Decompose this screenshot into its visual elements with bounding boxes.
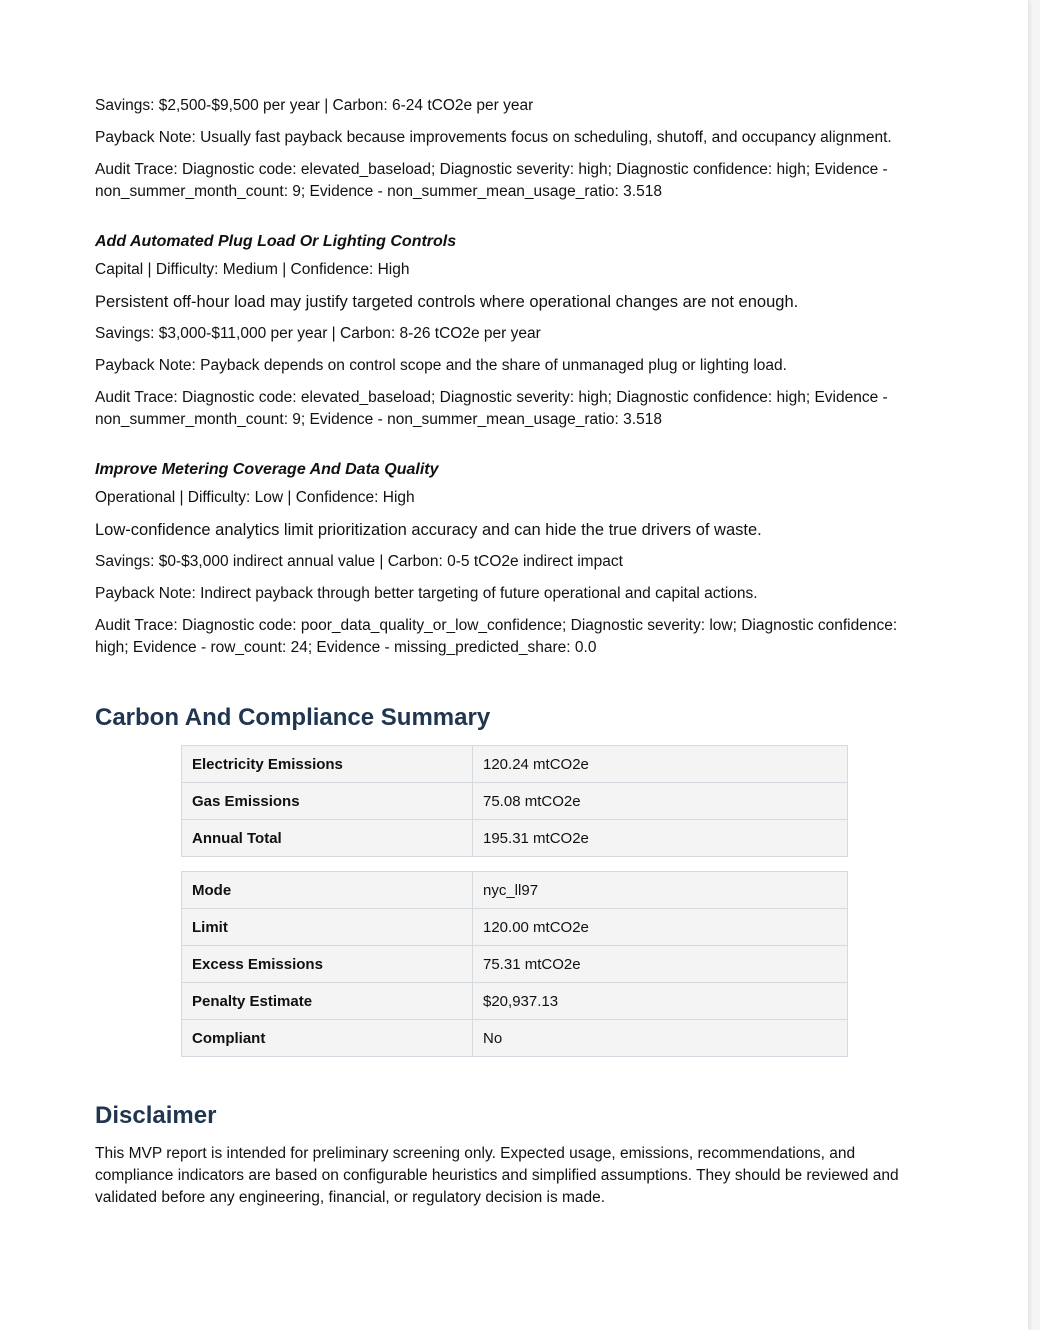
table-row: [182, 983, 848, 1020]
row-label: Mode: [182, 872, 473, 909]
recommendation-savings: Savings: $2,500-$9,500 per year | Carbon: 6-24 tCO2e per year: [95, 97, 534, 114]
disclaimer-heading: Disclaimer: [95, 1102, 217, 1129]
row-value: 195.31 mtCO2e: [473, 820, 848, 857]
row-value: 75.08 mtCO2e: [473, 783, 848, 820]
recommendation-title: Add Automated Plug Load Or Lighting Controls: [95, 233, 457, 250]
recommendation-title: Improve Metering Coverage And Data Quality: [95, 461, 439, 478]
report-content: [95, 95, 935, 1209]
emissions-table: [181, 745, 848, 857]
disclaimer-text: This MVP report is intended for preliminary screening only. Expected usage, emissions, recommendations, and compliance indicators are based on configurable heuristics and simplified assumptions. They should be reviewed and validated before any engineering, financial, or regulatory decision is made.: [95, 1145, 899, 1206]
row-value: No: [473, 1020, 848, 1057]
row-label: Annual Total: [182, 820, 473, 857]
row-label: Electricity Emissions: [182, 746, 473, 783]
recommendation-audit-trace: Audit Trace: Diagnostic code: elevated_baseload; Diagnostic severity: high; Diagnostic confidence: high; Evidence - non_summer_month_count: 9; Evidence - non_summer_mean_usage_ratio: 3.518: [95, 161, 888, 200]
recommendation-meta: Capital | Difficulty: Medium | Confidence: High: [95, 261, 410, 278]
recommendation-payback: Payback Note: Indirect payback through better targeting of future operational and capital actions.: [95, 585, 758, 602]
recommendation-audit-trace: Audit Trace: Diagnostic code: poor_data_quality_or_low_confidence; Diagnostic severity: low; Diagnostic confidence: high; Evidence - row_count: 24; Evidence - missing_predicted_share: 0.0: [95, 617, 898, 656]
carbon-summary-heading: Carbon And Compliance Summary: [95, 704, 491, 731]
row-label: Gas Emissions: [182, 783, 473, 820]
row-label: Limit: [182, 909, 473, 946]
row-label: Excess Emissions: [182, 946, 473, 983]
table-row: [182, 946, 848, 983]
recommendation-meta: Operational | Difficulty: Low | Confidence: High: [95, 489, 415, 506]
table-row: [182, 820, 848, 857]
table-row: [182, 872, 848, 909]
recommendation-item: [95, 459, 935, 659]
table-row: [182, 1020, 848, 1057]
recommendation-payback: Payback Note: Usually fast payback because improvements focus on scheduling, shutoff, and occupancy alignment.: [95, 129, 892, 146]
compliance-table: [181, 871, 848, 1057]
row-label: Compliant: [182, 1020, 473, 1057]
recommendation-description: Persistent off-hour load may justify targeted controls where operational changes are not enough.: [95, 293, 799, 311]
row-value: nyc_ll97: [473, 872, 848, 909]
table-row: [182, 746, 848, 783]
row-label: Penalty Estimate: [182, 983, 473, 1020]
row-value: 75.31 mtCO2e: [473, 946, 848, 983]
recommendation-savings: Savings: $0-$3,000 indirect annual value | Carbon: 0-5 tCO2e indirect impact: [95, 553, 623, 570]
recommendation-savings: Savings: $3,000-$11,000 per year | Carbon: 8-26 tCO2e per year: [95, 325, 541, 342]
table-row: [182, 909, 848, 946]
recommendation-item: [95, 231, 935, 431]
row-value: $20,937.13: [473, 983, 848, 1020]
row-value: 120.00 mtCO2e: [473, 909, 848, 946]
recommendation-item: [95, 95, 935, 203]
recommendation-payback: Payback Note: Payback depends on control scope and the share of unmanaged plug or lighting load.: [95, 357, 787, 374]
table-row: [182, 783, 848, 820]
recommendation-description: Low-confidence analytics limit prioritization accuracy and can hide the true drivers of waste.: [95, 521, 762, 539]
row-value: 120.24 mtCO2e: [473, 746, 848, 783]
recommendation-audit-trace: Audit Trace: Diagnostic code: elevated_baseload; Diagnostic severity: high; Diagnostic confidence: high; Evidence - non_summer_month_count: 9; Evidence - non_summer_mean_usage_ratio: 3.518: [95, 389, 888, 428]
